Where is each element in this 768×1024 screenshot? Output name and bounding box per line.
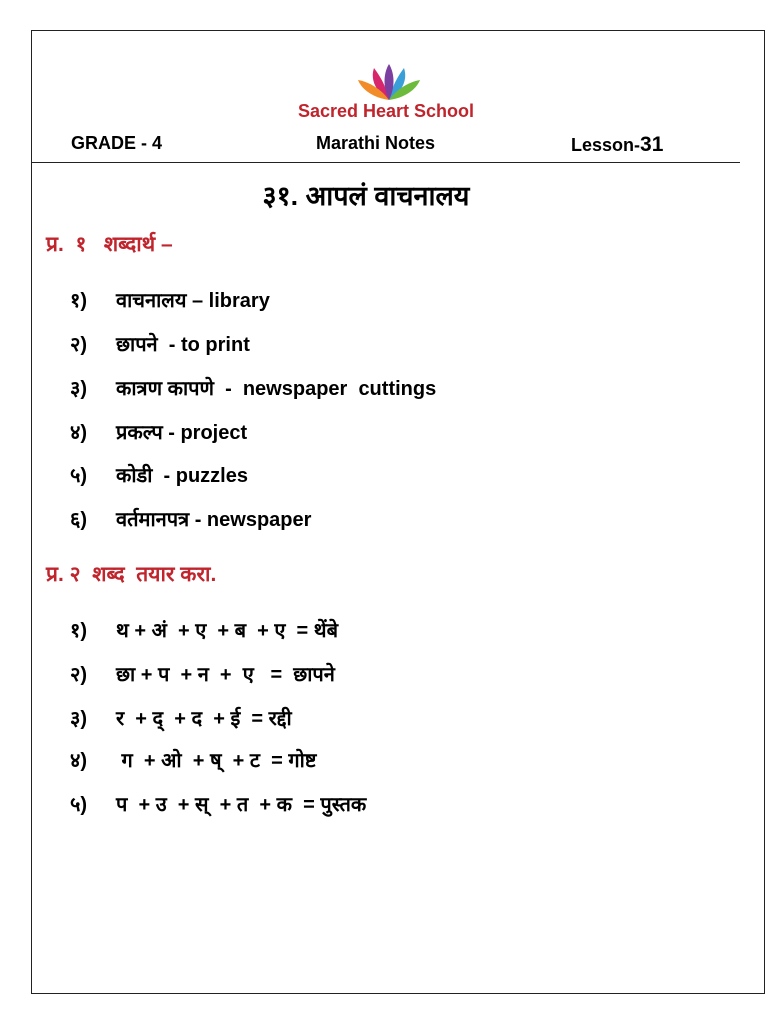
item-text: वाचनालय – library	[116, 290, 270, 312]
lesson-prefix: Lesson-	[571, 135, 641, 155]
school-name: Sacred Heart School	[297, 101, 475, 121]
item-number: ६)	[70, 509, 88, 531]
grade-label: GRADE - 4	[71, 133, 163, 153]
item-text: थ + अं + ए + ब + ए = थेंबे	[116, 620, 338, 642]
item-number: २)	[70, 664, 88, 686]
list-item	[70, 286, 270, 313]
list-item	[70, 505, 311, 532]
item-text: छा + प + न + ए = छापने	[116, 664, 335, 686]
item-number: ३)	[70, 378, 88, 400]
list-item	[70, 461, 248, 488]
list-item	[70, 374, 436, 401]
item-number: १)	[70, 290, 88, 312]
item-text: प्रकल्प - project	[116, 422, 248, 444]
item-text: वर्तमानपत्र - newspaper	[116, 509, 312, 531]
item-number: ५)	[70, 794, 88, 816]
list-item	[70, 418, 247, 445]
item-text: कात्रण कापणे - newspaper cuttings	[116, 378, 437, 400]
section1-heading-text: प्र. १ शब्दार्थ –	[46, 233, 173, 256]
item-text: कोडी - puzzles	[116, 465, 248, 487]
list-item	[70, 660, 335, 687]
item-number: ४)	[70, 422, 88, 444]
list-item	[70, 616, 338, 643]
section1-heading	[46, 230, 173, 258]
list-item	[70, 790, 366, 817]
page-title: ३१. आपलं वाचनालय	[262, 181, 470, 211]
item-number: ४)	[70, 750, 88, 772]
list-item	[70, 330, 250, 357]
item-text: छापने - to print	[116, 334, 250, 356]
item-text: र + द् + द + ई = रद्दी	[116, 708, 292, 730]
lesson-label	[571, 133, 663, 157]
item-number: १)	[70, 620, 88, 642]
item-number: ५)	[70, 465, 88, 487]
list-item	[70, 746, 316, 773]
item-number: ३)	[70, 708, 88, 730]
lotus-logo-icon	[356, 62, 422, 102]
header-divider	[31, 162, 740, 163]
item-number: २)	[70, 334, 88, 356]
section2-heading	[46, 560, 216, 588]
subject-label: Marathi Notes	[316, 133, 436, 153]
item-text: प + उ + स् + त + क = पुस्तक	[116, 794, 367, 816]
lesson-number: 31	[640, 133, 664, 156]
section2-heading-text: प्र. २ शब्द तयार करा.	[46, 563, 217, 586]
item-text: ग + ओ + ष् + ट = गोष्ट	[116, 750, 317, 772]
list-item	[70, 704, 292, 731]
